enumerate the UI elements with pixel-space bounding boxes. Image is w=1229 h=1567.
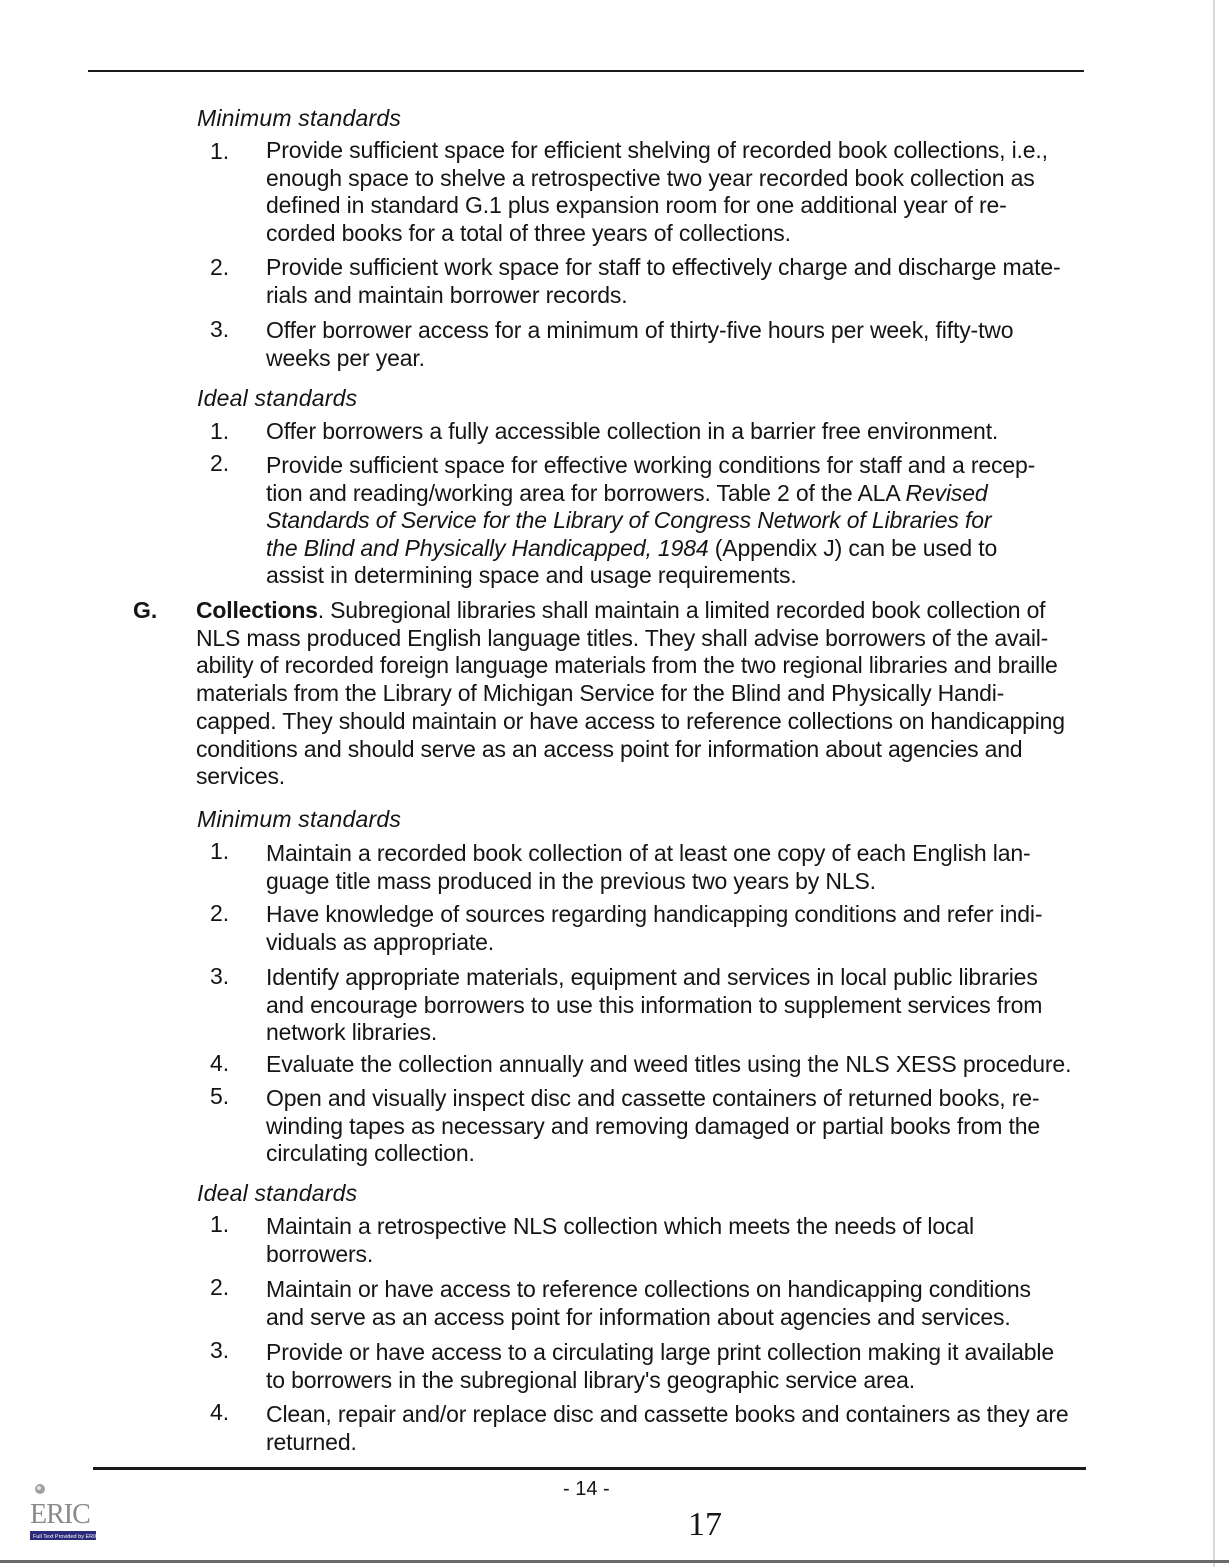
list-item-number: 5. <box>210 1083 230 1109</box>
list-item-number: 3. <box>210 963 230 989</box>
list-item-number: 1. <box>210 138 230 164</box>
list-item-number: 1. <box>210 1211 230 1237</box>
ideal-standards-heading: Ideal standards <box>197 1180 358 1206</box>
list-item-number: 1. <box>210 838 230 864</box>
svg-text:Full Text Provided by ERIC: Full Text Provided by ERIC <box>33 1534 99 1540</box>
folio-number: 17 <box>688 1506 722 1543</box>
list-item: Have knowledge of sources regarding handicapping conditions and refer indi- viduals as appropriate. <box>266 901 1043 955</box>
section-title: Collections <box>196 597 318 623</box>
list-item-number: 1. <box>210 418 230 444</box>
section-letter: G. <box>133 597 158 623</box>
list-item: Open and visually inspect disc and cassette containers of returned books, re- winding tapes as necessary and removing damaged or partial books from the circulating collection. <box>266 1085 1041 1166</box>
list-item: Offer borrowers a fully accessible collection in a barrier free environment. <box>266 418 999 444</box>
list-item: Identify appropriate materials, equipment and services in local public libraries and encourage borrowers to use this information to supplement services from network libraries. <box>266 964 1043 1045</box>
list-item: Provide sufficient work space for staff to effectively charge and discharge mate- rials and maintain borrower records. <box>266 254 1061 308</box>
bottom-rule <box>93 1467 1086 1470</box>
list-item: Provide sufficient space for efficient shelving of recorded book collections, i.e., enough space to shelve a retrospective two year recorded book collection as defined in standard G.1 plus expansion room for one additional year of re- corded books for a total of three years of collections. <box>266 137 1048 246</box>
list-item: Maintain or have access to reference collections on handicapping conditions and serve as an access point for information about agencies and services. <box>266 1276 1031 1330</box>
ideal-standards-heading: Ideal standards <box>197 385 358 411</box>
list-item: Maintain a recorded book collection of at least one copy of each English lan- guage title mass produced in the previous two years by NLS. <box>266 840 1031 894</box>
list-item: Evaluate the collection annually and weed titles using the NLS XESS procedure. <box>266 1051 1072 1077</box>
eric-logo <box>28 1483 100 1545</box>
page-edge-right <box>1213 0 1215 1567</box>
list-item: Offer borrower access for a minimum of thirty-five hours per week, fifty-two weeks per year. <box>266 317 1014 371</box>
list-item: Maintain a retrospective NLS collection which meets the needs of local borrowers. <box>266 1213 974 1267</box>
list-item-number: 2. <box>210 900 230 926</box>
list-item-number: 2. <box>210 254 230 280</box>
list-item: Clean, repair and/or replace disc and cassette books and containers as they are returned. <box>266 1401 1069 1455</box>
page-edge-bottom <box>0 1560 1229 1563</box>
list-item-number: 2. <box>210 450 230 476</box>
list-item-number: 2. <box>210 1274 230 1300</box>
top-rule <box>88 70 1084 72</box>
eric-logo-icon <box>28 1483 100 1545</box>
page-number: - 14 - <box>563 1478 610 1500</box>
svg-text:ERIC: ERIC <box>30 1499 90 1530</box>
collections-paragraph: Collections. Subregional libraries shall maintain a limited recorded book collection of NLS mass produced English language titles. They shall advise borrowers of the avail- ability of recorded foreign language materials from the two regional libraries and braille materials from the Library of Michigan Service for the Blind and Physically Handi- capped. They should maintain or have access to reference collections on handicapping conditions and should serve as an access point for information about agencies and services. <box>196 597 1065 790</box>
list-item-number: 4. <box>210 1399 230 1425</box>
list-item: Provide or have access to a circulating large print collection making it available to borrowers in the subregional library's geographic service area. <box>266 1339 1054 1393</box>
minimum-standards-heading: Minimum standards <box>197 105 402 131</box>
list-item: Provide sufficient space for effective working conditions for staff and a recep- tion and reading/working area for borrowers. Table 2 of the ALA Revised Standards of Service for the Library of Congress Network of Libraries for the Blind and Physically Handicapped, 1984 (Appendix J) can be used to assist in determining space and usage requirements. <box>266 452 1036 588</box>
list-item-number: 4. <box>210 1050 230 1076</box>
list-item-number: 3. <box>210 1337 230 1363</box>
list-item-number: 3. <box>210 316 230 342</box>
minimum-standards-heading: Minimum standards <box>197 806 402 832</box>
